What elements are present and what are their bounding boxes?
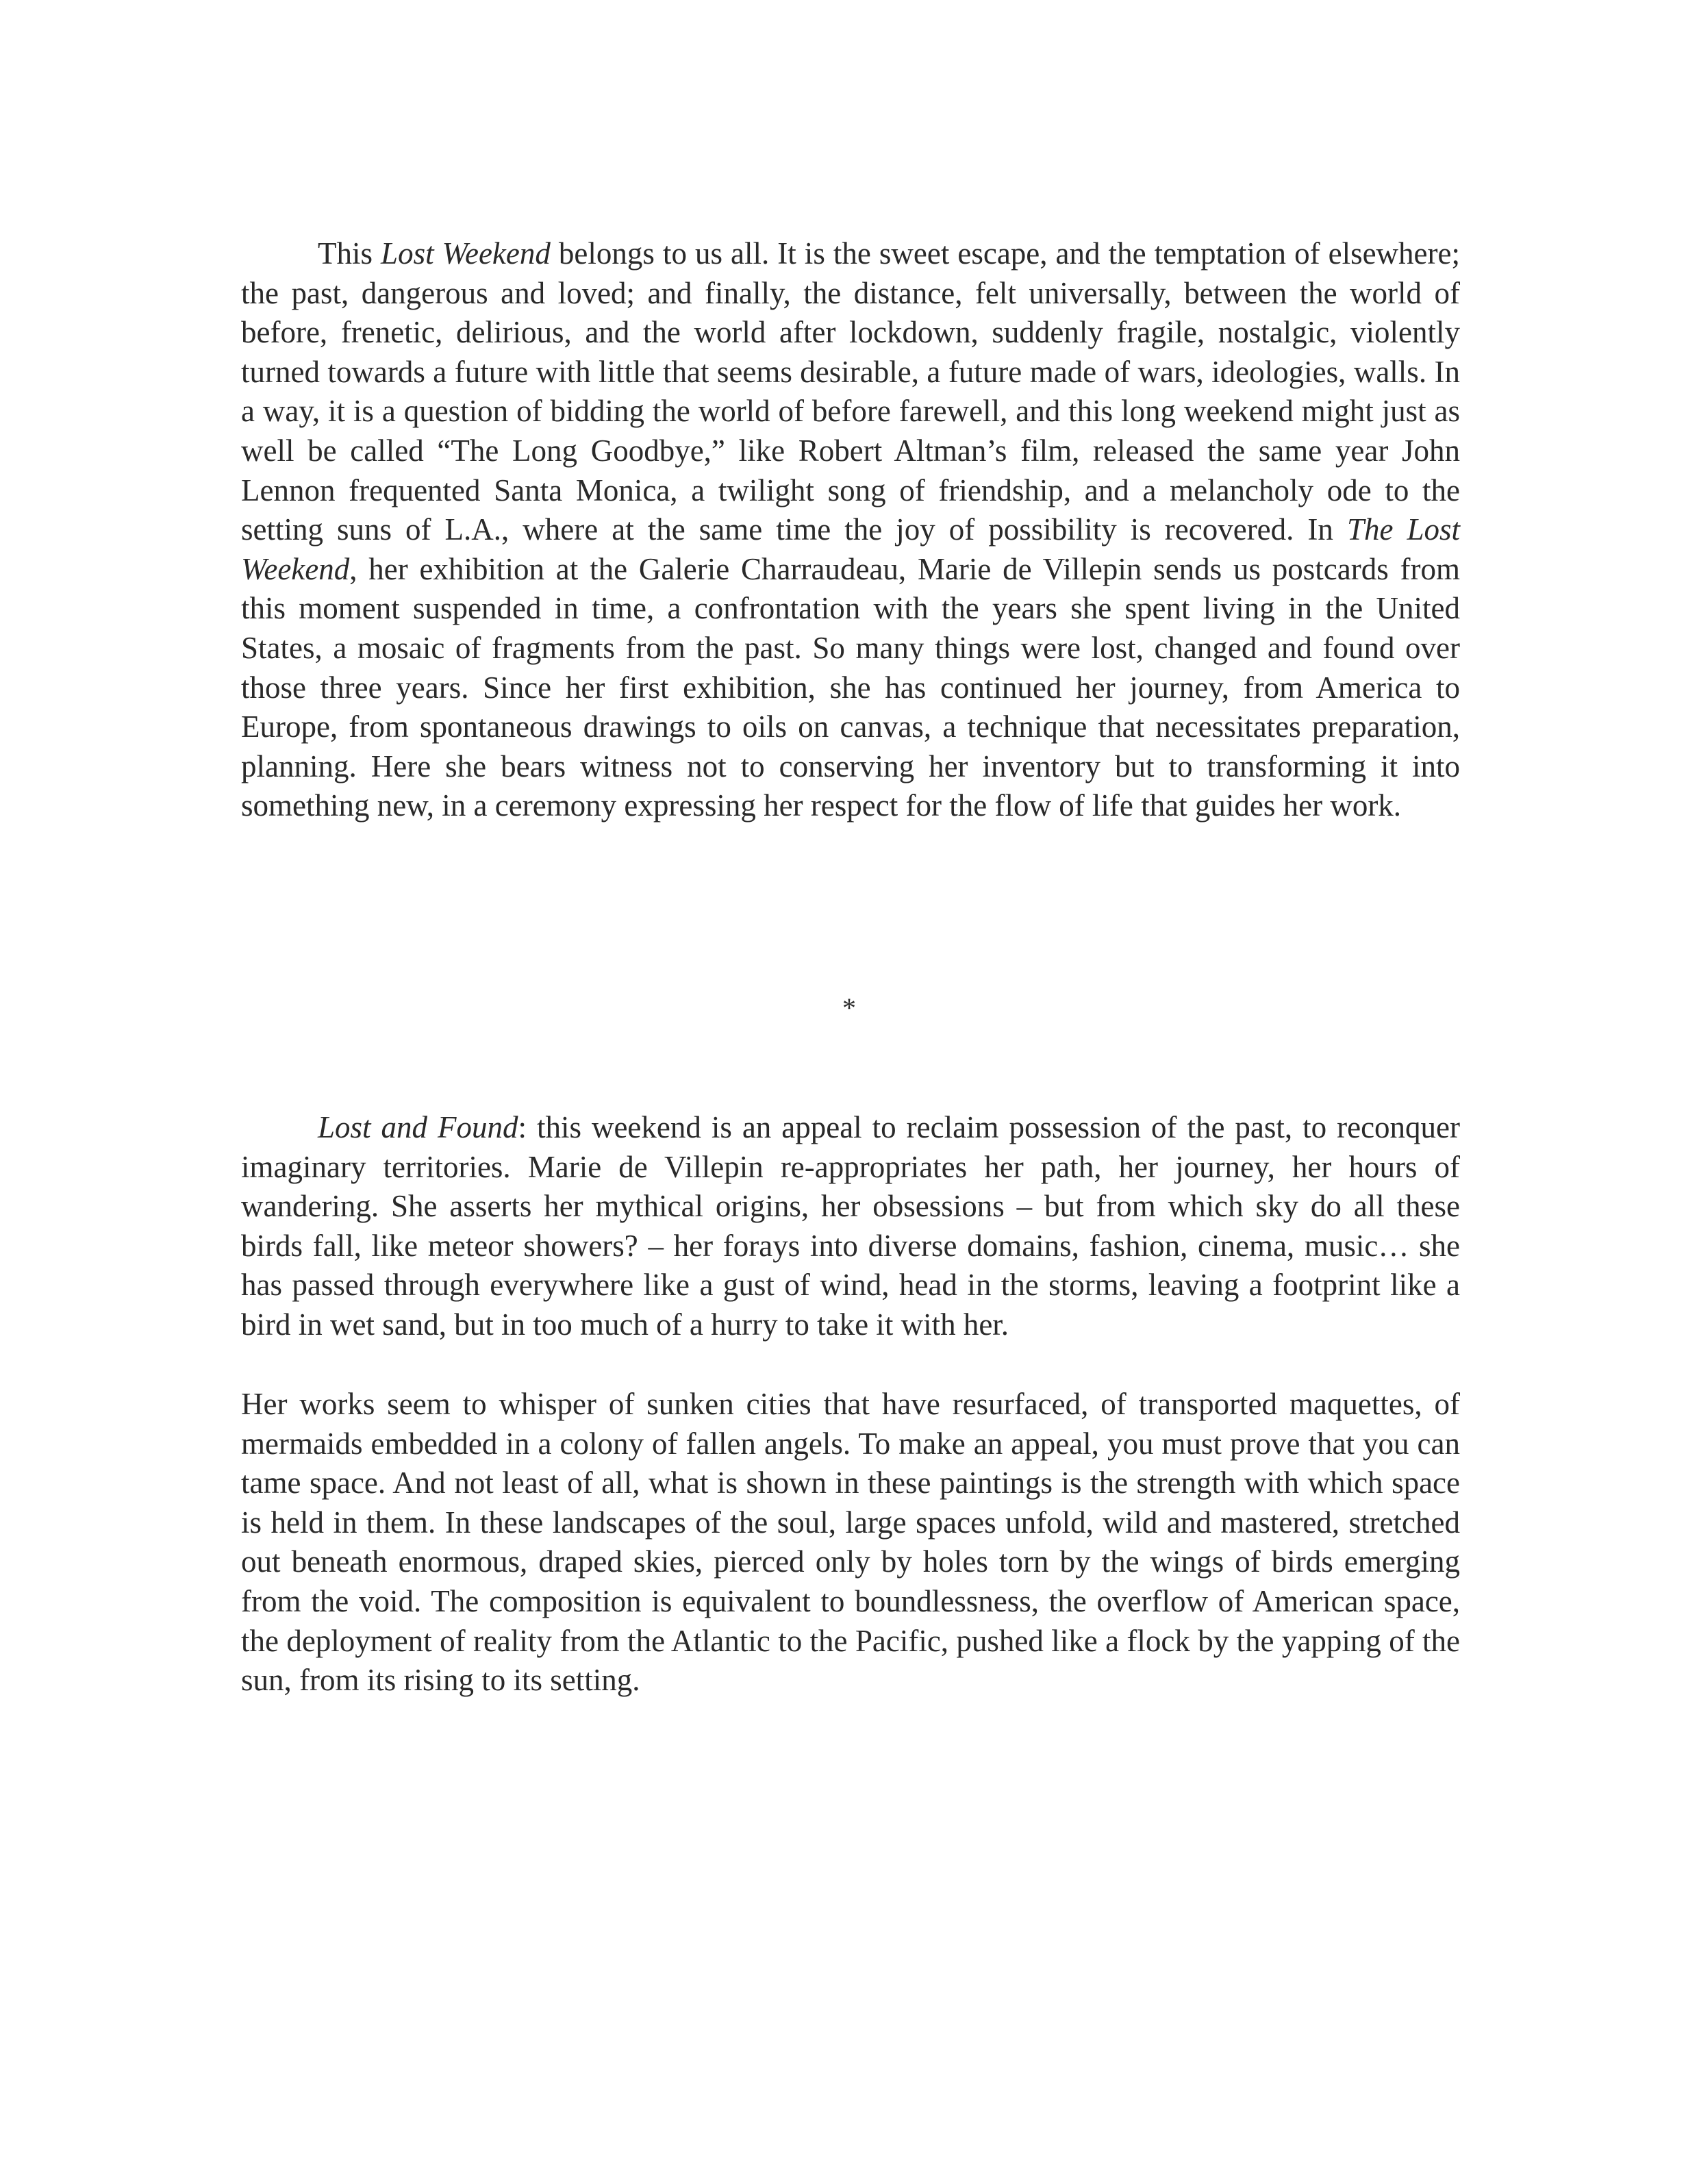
paragraph-text [241,1108,1460,1345]
section-separator: * [842,992,856,1023]
text-run: : this weekend is an appeal to reclaim possession of the past, to reconquer imaginary territories. Marie de Villepin re-appropriates her path, her journey, her hours of wandering. She asserts her mythical origins, her obsessions – but from which sky do all these birds fall, like meteor showers? – her forays into diverse domains, fashion, cinema, music… she has passed through everywhere like a gust of wind, head in the storms, leaving a footprint like a bird in wet sand, but in too much of a hurry to take it with her. [241,1110,1460,1342]
text-run: belongs to us all. It is the sweet escape, and the temptation of elsewhere; the past, dangerous and loved; and finally, the distance, felt universally, between the world of before, frenetic, delirious, and the world after lockdown, suddenly fragile, nostalgic, violently turned towards a future with little that seems desirable, a future made of wars, ideologies, walls. In a way, it is a question of bidding the world of before farewell, and this long weekend might just as well be called “The Long Goodbye,” like Robert Altman’s film, released the same year John Lennon frequented Santa Monica, a twilight song of friendship, and a melancholy ode to the setting suns of L.A., where at the same time the joy of possibility is recovered. In [241,236,1460,547]
paragraph-works-whisper [241,1385,1460,1700]
paragraph-text [241,234,1460,826]
text-run: This [318,236,381,271]
italic-title-the-lost-weekend: The Lost Weekend [241,512,1460,586]
paragraph-lost-weekend [241,234,1460,826]
paragraph-text: Her works seem to whisper of sunken cities that have resurfaced, of transported maquettes, of mermaids embedded in a colony of fallen angels. To make an appeal, you must prove that you can tame space. And not least of all, what is shown in these paintings is the strength with which space is held in them. In these landscapes of the soul, large spaces unfold, wild and mastered, stretched out beneath enormous, draped skies, pierced only by holes torn by the wings of birds emerging from the void. The composition is equivalent to boundlessness, the overflow of American space, the deployment of reality from the Atlantic to the Pacific, pushed like a flock by the yapping of the sun, from its rising to its setting. [241,1387,1460,1698]
text-run: , her exhibition at the Galerie Charraudeau, Marie de Villepin sends us postcards from this moment suspended in time, a confrontation with the years she spent living in the United States, a mosaic of fragments from the past. So many things were lost, changed and found over those three years. Since her first exhibition, she has continued her journey, from America to Europe, from spontaneous drawings to oils on canvas, a technique that necessitates preparation, planning. Here she bears witness not to conserving her inventory but to transforming it into something new, in a ceremony expressing her respect for the flow of life that guides her work. [241,551,1460,823]
paragraph-lost-and-found [241,1108,1460,1345]
italic-title-lost-weekend: Lost Weekend [381,236,551,271]
italic-title-lost-and-found: Lost and Found [318,1110,518,1144]
